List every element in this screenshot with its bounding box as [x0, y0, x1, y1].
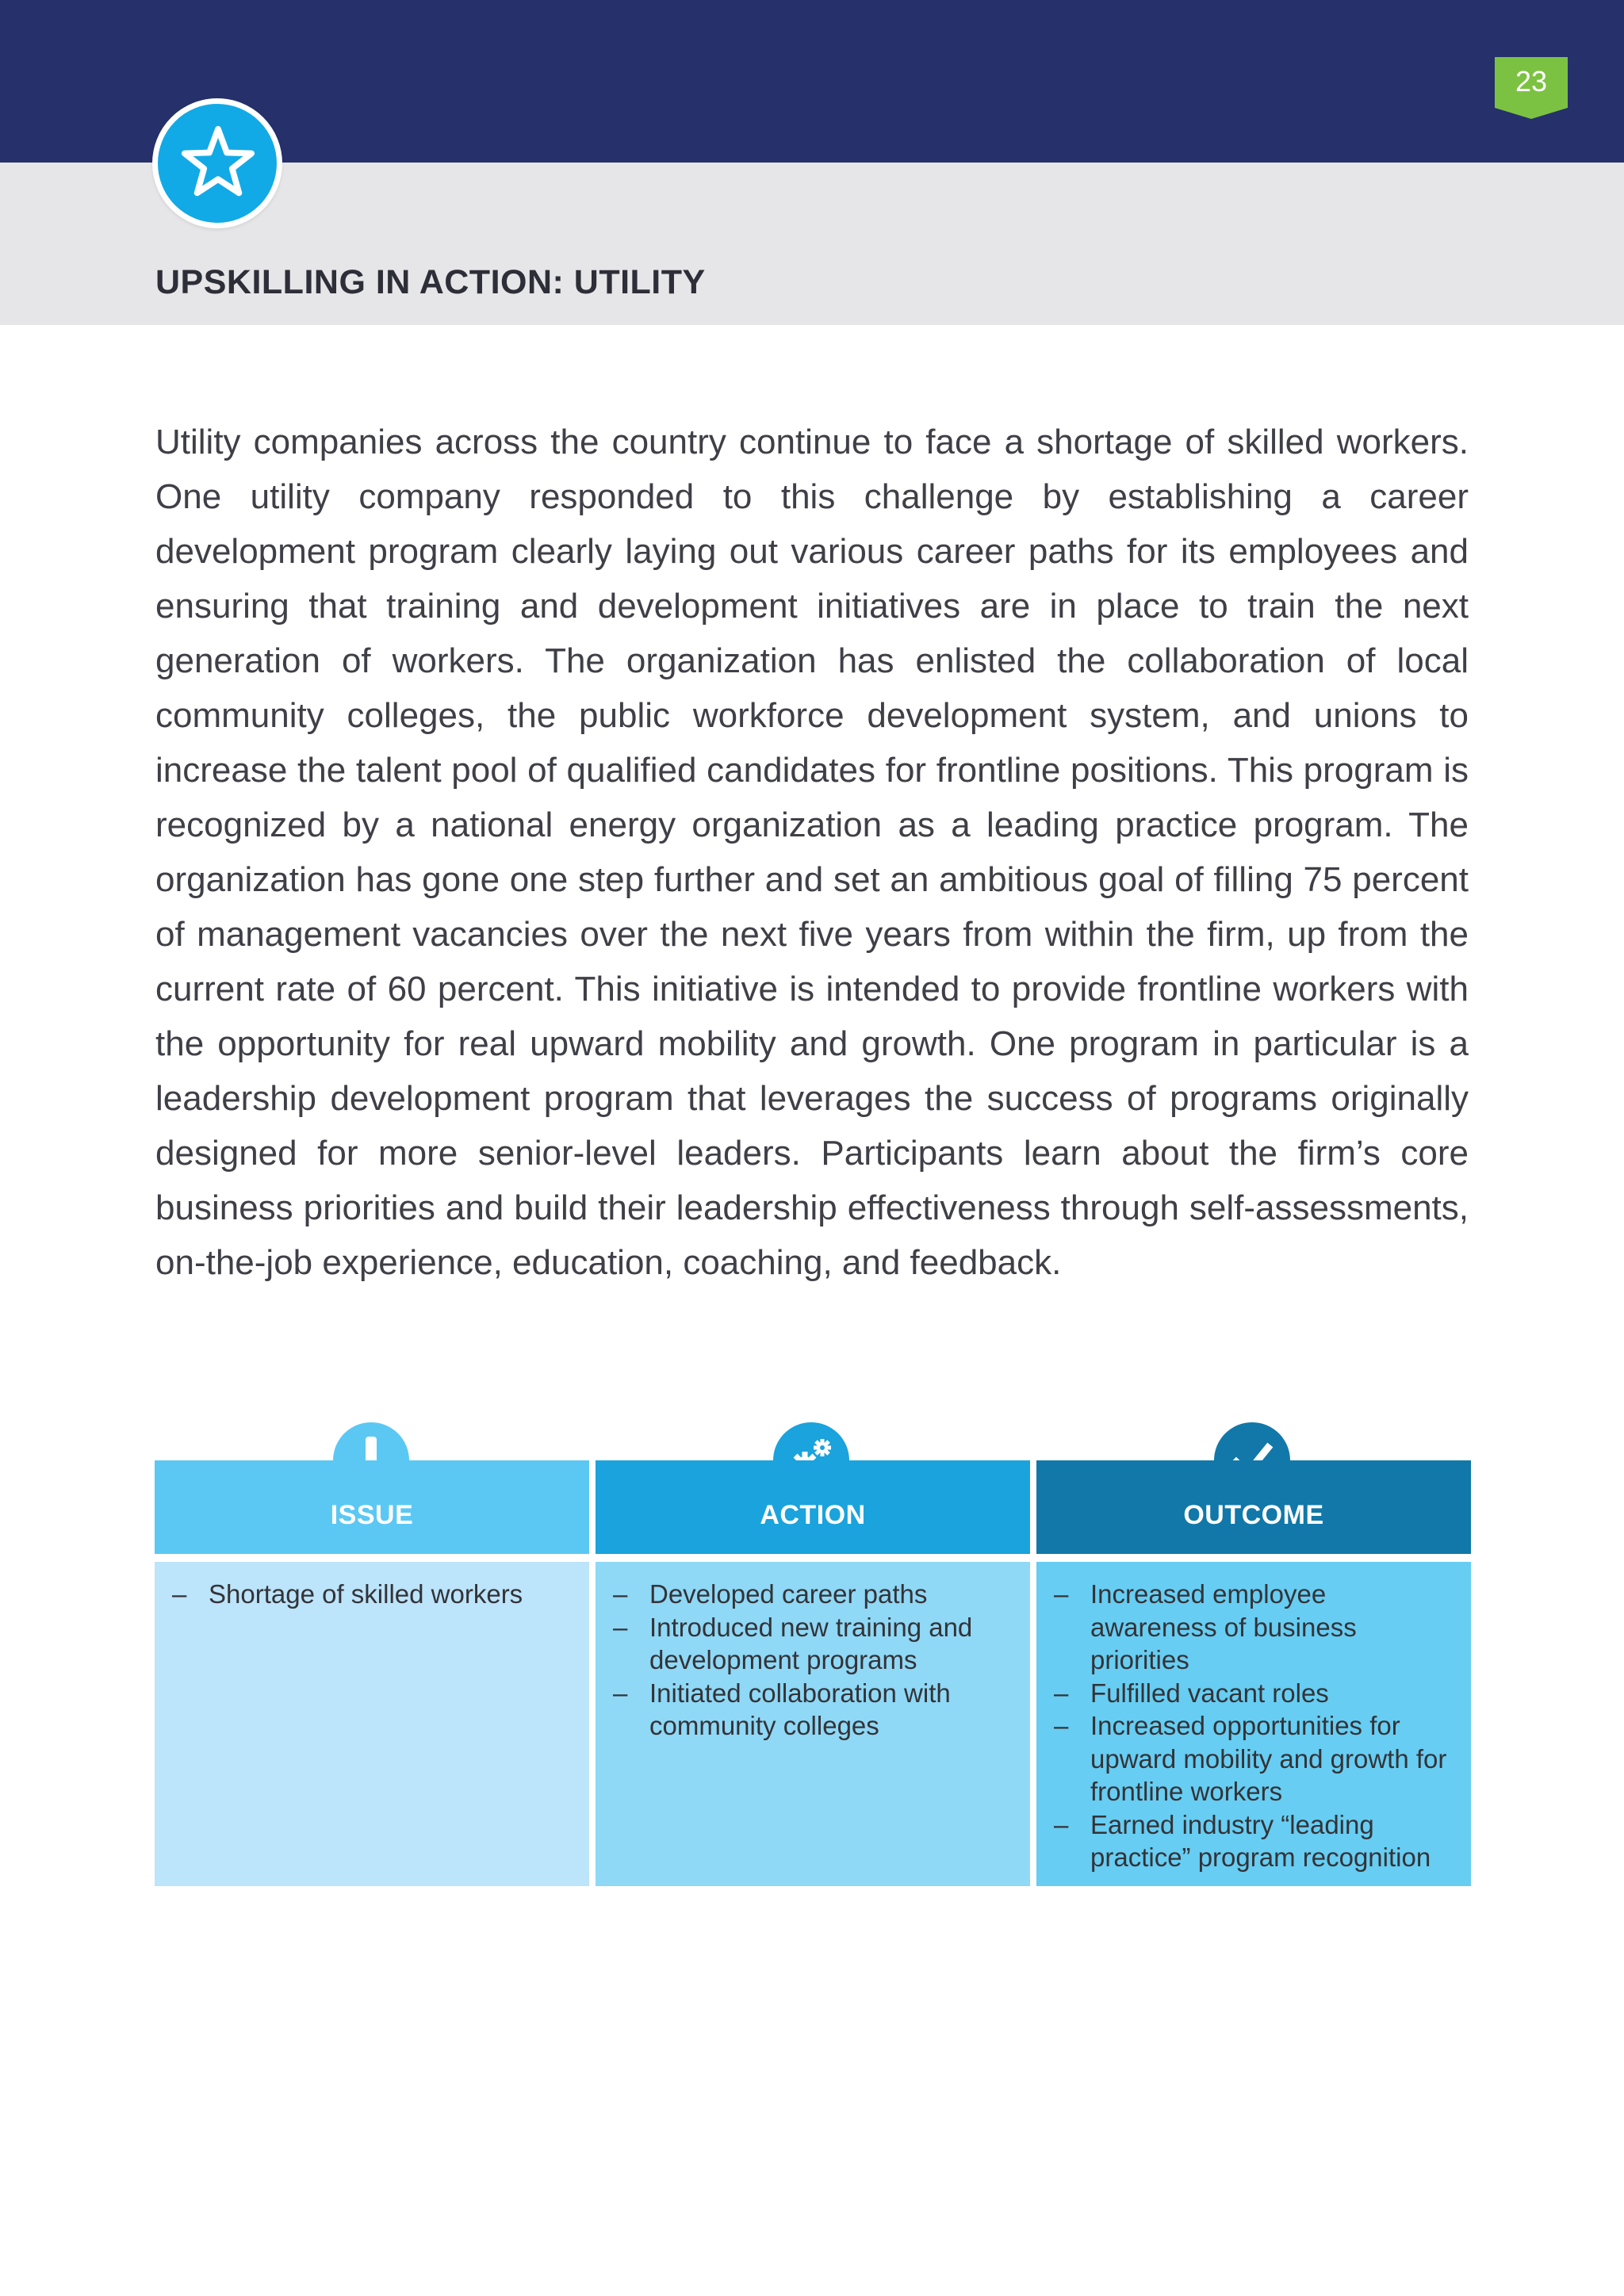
list-item: – Earned industry “leading practice” program recognition — [1052, 1808, 1457, 1874]
section-badge — [152, 98, 282, 228]
issue-header — [155, 1460, 589, 1554]
page-number-tag — [1495, 57, 1568, 119]
list-item: – Increased employee awareness of business priorities — [1052, 1578, 1457, 1677]
action-header-label: ACTION — [760, 1500, 866, 1530]
issue-header-label: ISSUE — [330, 1500, 414, 1530]
list-item: – Increased opportunities for upward mobility and growth for frontline workers — [1052, 1709, 1457, 1808]
outcome-list — [1052, 1578, 1457, 1874]
list-item: – Introduced new training and development programs — [611, 1611, 1016, 1677]
outcome-header-label: OUTCOME — [1183, 1500, 1324, 1530]
action-list — [611, 1578, 1016, 1743]
section-title: UPSKILLING IN ACTION: UTILITY — [155, 263, 706, 301]
list-item: – Developed career paths — [611, 1578, 1016, 1611]
page-number: 23 — [1515, 65, 1548, 98]
issue-cell — [155, 1562, 589, 1886]
action-header — [596, 1460, 1030, 1554]
action-cell — [596, 1562, 1030, 1886]
list-item: – Initiated collaboration with community colleges — [611, 1677, 1016, 1743]
star-icon — [180, 124, 256, 201]
issue-list — [170, 1578, 575, 1611]
body-paragraph: Utility companies across the country continue to face a shortage of skilled workers. One utility company responded to this challenge by establishing a career development program clearly laying out various career paths for its employees and ensuring that training and development initiatives are in place to train the next generation of workers. The organization has enlisted the collaboration of local community colleges, the public workforce development system, and unions to increase the talent pool of qualified candidates for frontline positions. This program is recognized by a national energy organization as a leading practice program. The organization has gone one step further and set an ambitious goal of filling 75 percent of management vacancies over the next five years from within the firm, up from the current rate of 60 percent. This initiative is intended to provide frontline workers with the opportunity for real upward mobility and growth. One program in particular is a leadership development program that leverages the success of programs originally designed for more senior-level leaders. Participants learn about the firm’s core business priorities and build their leadership effectiveness through self-assessments, on-the-job experience, education, coaching, and feedback. — [155, 423, 1469, 1282]
list-item: – Shortage of skilled workers — [170, 1578, 575, 1611]
list-item: – Fulfilled vacant roles — [1052, 1677, 1457, 1710]
outcome-cell — [1036, 1562, 1471, 1886]
outcome-header — [1036, 1460, 1471, 1554]
